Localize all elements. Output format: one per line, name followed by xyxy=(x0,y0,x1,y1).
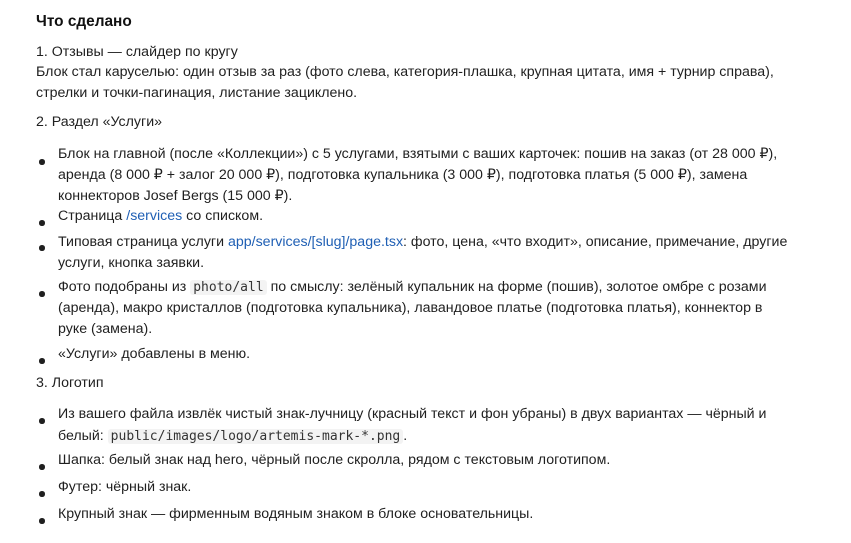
list-item xyxy=(58,426,407,447)
service-page-link[interactable]: app/services/[slug]/page.tsx xyxy=(227,234,404,250)
section-heading-reviews: 1. Отзывы — слайдер по кругу xyxy=(36,44,238,60)
list-text: Типовая страница услуги xyxy=(58,234,228,250)
inline-code: public/images/logo/artemis-mark-*.png xyxy=(108,429,404,444)
list-item xyxy=(58,277,767,298)
bullet-icon xyxy=(39,418,45,424)
section-heading-services: 2. Раздел «Услуги» xyxy=(36,114,163,130)
list-item-line: «Услуги» добавлены в меню. xyxy=(58,346,251,362)
bullet-icon xyxy=(39,245,45,251)
list-item-line: Крупный знак — фирменным водяным знаком в блоке основательницы. xyxy=(58,506,534,522)
bullet-icon xyxy=(39,464,45,470)
bullet-icon xyxy=(39,291,45,297)
services-link[interactable]: /services xyxy=(126,208,183,224)
list-item-line: аренда (8 000 ₽ + залог 20 000 ₽), подготовка купальника (3 000 ₽), подготовка платья (5 000 ₽), замена xyxy=(58,167,748,183)
list-item-line: руке (замена). xyxy=(58,321,153,337)
list-item-line: Блок на главной (после «Коллекции») с 5 услугами, взятыми с ваших карточек: пошив на заказ (от 28 000 ₽), xyxy=(58,146,778,162)
list-item-line: Из вашего файла извлёк чистый знак-лучницу (красный текст и фон убраны) в двух вариантах — чёрный и xyxy=(58,406,767,422)
list-item-line: (аренда), макро кристаллов (подготовка купальника), лавандовое платье (подготовка платья), коннектор в xyxy=(58,300,763,316)
section-heading-logo: 3. Логотип xyxy=(36,375,104,391)
list-item-line: Футер: чёрный знак. xyxy=(58,479,192,495)
list-text: со списком. xyxy=(182,208,264,224)
list-item xyxy=(58,232,787,253)
bullet-icon xyxy=(39,220,45,226)
list-item-line: коннекторов Josef Bergs (15 000 ₽). xyxy=(58,188,293,204)
list-text: Страница xyxy=(58,208,127,224)
paragraph-line: стрелки и точки-пагинация, листание зациклено. xyxy=(36,85,358,101)
bullet-icon xyxy=(39,491,45,497)
list-item xyxy=(58,206,263,227)
list-text: . xyxy=(403,428,408,444)
bullet-icon xyxy=(39,358,45,364)
message-title: Что сделано xyxy=(36,13,132,30)
list-item-line: Шапка: белый знак над hero, чёрный после скролла, рядом с текстовым логотипом. xyxy=(58,452,611,468)
list-text: Фото подобраны из xyxy=(58,279,191,295)
list-item-line: услуги, кнопка заявки. xyxy=(58,255,205,271)
list-text: белый: xyxy=(58,428,108,444)
list-text: : фото, цена, «что входит», описание, примечание, другие xyxy=(403,234,788,250)
inline-code: photo/all xyxy=(190,280,266,295)
bullet-icon xyxy=(39,518,45,524)
list-text: по смыслу: зелёный купальник на форме (пошив), золотое омбре с розами xyxy=(266,279,767,295)
paragraph-line: Блок стал каруселью: один отзыв за раз (фото слева, категория-плашка, крупная цитата, имя + турнир справа), xyxy=(36,64,774,80)
bullet-icon xyxy=(39,159,45,165)
